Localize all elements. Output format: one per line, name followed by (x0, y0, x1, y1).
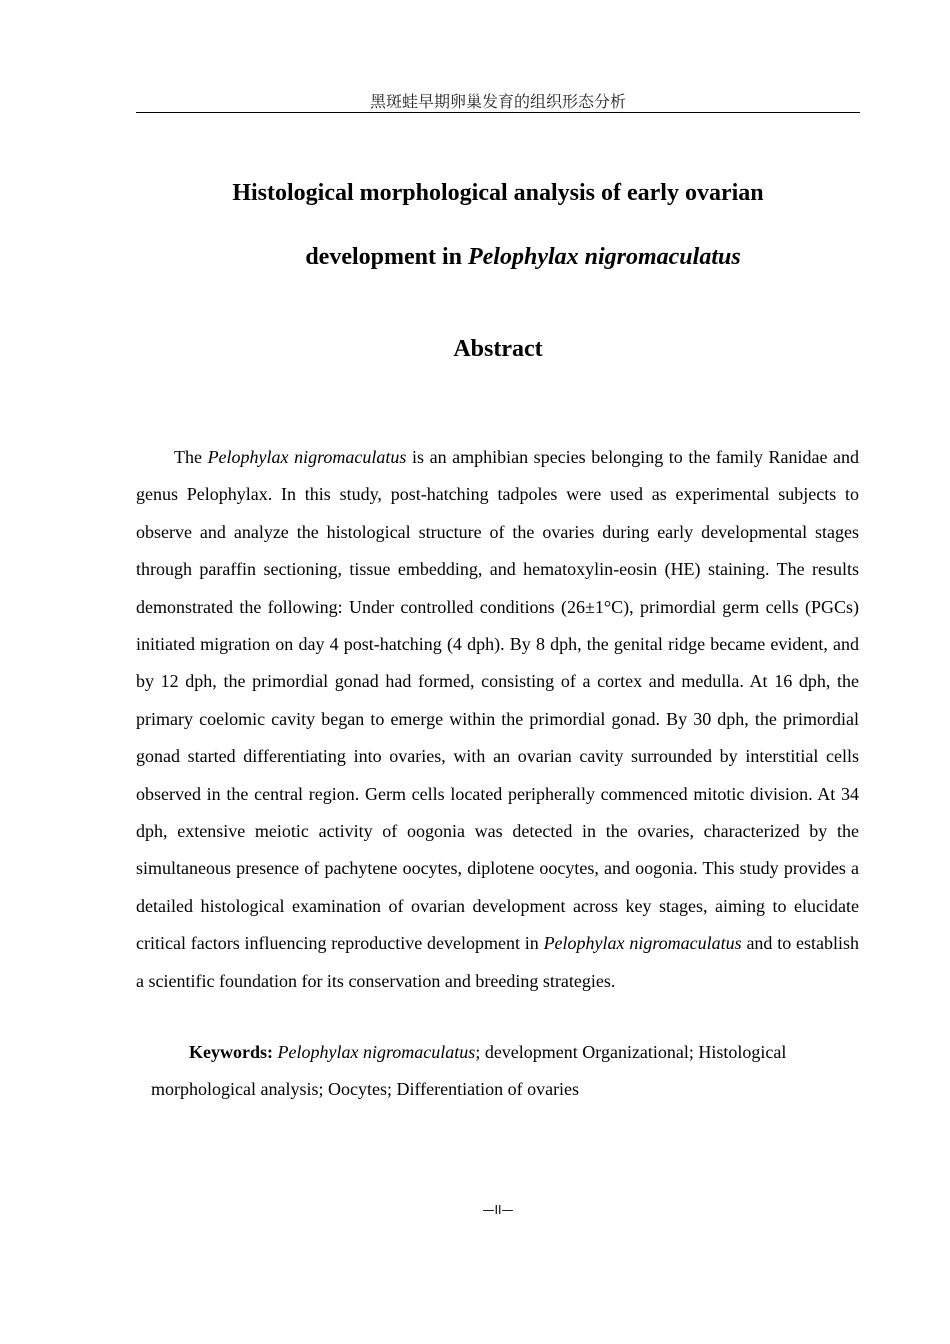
title-species-name: Pelophylax nigromaculatus (467, 244, 741, 270)
running-header: 黑斑蛙早期卵巢发育的组织形态分析 (136, 92, 860, 113)
abstract-species-name-1: Pelophylax nigromaculatus (207, 447, 407, 467)
abstract-paragraph (136, 439, 859, 1000)
abstract-heading: Abstract (453, 336, 543, 362)
page-number: —II— (482, 1203, 514, 1217)
abstract-text-2: and to establish a scientific foundation for its conservation and breeding strategies. (136, 933, 859, 991)
paper-title-line-2 (136, 244, 860, 271)
abstract-species-name-2: Pelophylax nigromaculatus (543, 933, 742, 954)
abstract-lead: The (174, 447, 208, 467)
keywords-label: Keywords: (189, 1042, 278, 1062)
keywords-section (151, 1034, 859, 1109)
keywords-list: ; development Organizational; Histological morphological analysis; Oocytes; Differentiation of ovaries (151, 1042, 787, 1100)
title-text-prefix: development in (305, 244, 468, 270)
title-text-line-1: Histological morphological analysis of early ovarian (232, 180, 764, 206)
abstract-text-1: is an amphibian species belonging to the family Ranidae and genus Pelophylax. In this study, post-hatching tadpoles were used as experimental subjects to observe and analyze the histological structure of the ovaries during early developmental stages through paraffin sectioning, tissue embedding, and hematoxylin-eosin (HE) staining. The results demonstrated the following: Under controlled conditions (26±1°C), primordial germ cells (PGCs) initiated migration on day 4 post-hatching (4 dph). By 8 dph, the genital ridge became evident, and by 12 dph, the primordial gonad had formed, consisting of a cortex and medulla. At 16 dph, the primary coelomic cavity began to emerge within the primordial gonad. By 30 dph, the primordial gonad started differentiating into ovaries, with an ovarian cavity surrounded by interstitial cells observed in the central region. Germ cells located peripherally commenced mitotic division. At 34 dph, extensive meiotic activity of oogonia was detected in the ovaries, characterized by the simultaneous presence of pachytene oocytes, diplotene oocytes, and oogonia. This study provides a detailed histological examination of ovarian development across key stages, aiming to elucidate critical factors influencing reproductive development in (136, 447, 860, 954)
keywords-species-name: Pelophylax nigromaculatus (277, 1042, 476, 1062)
paper-title-line-1 (136, 180, 860, 207)
